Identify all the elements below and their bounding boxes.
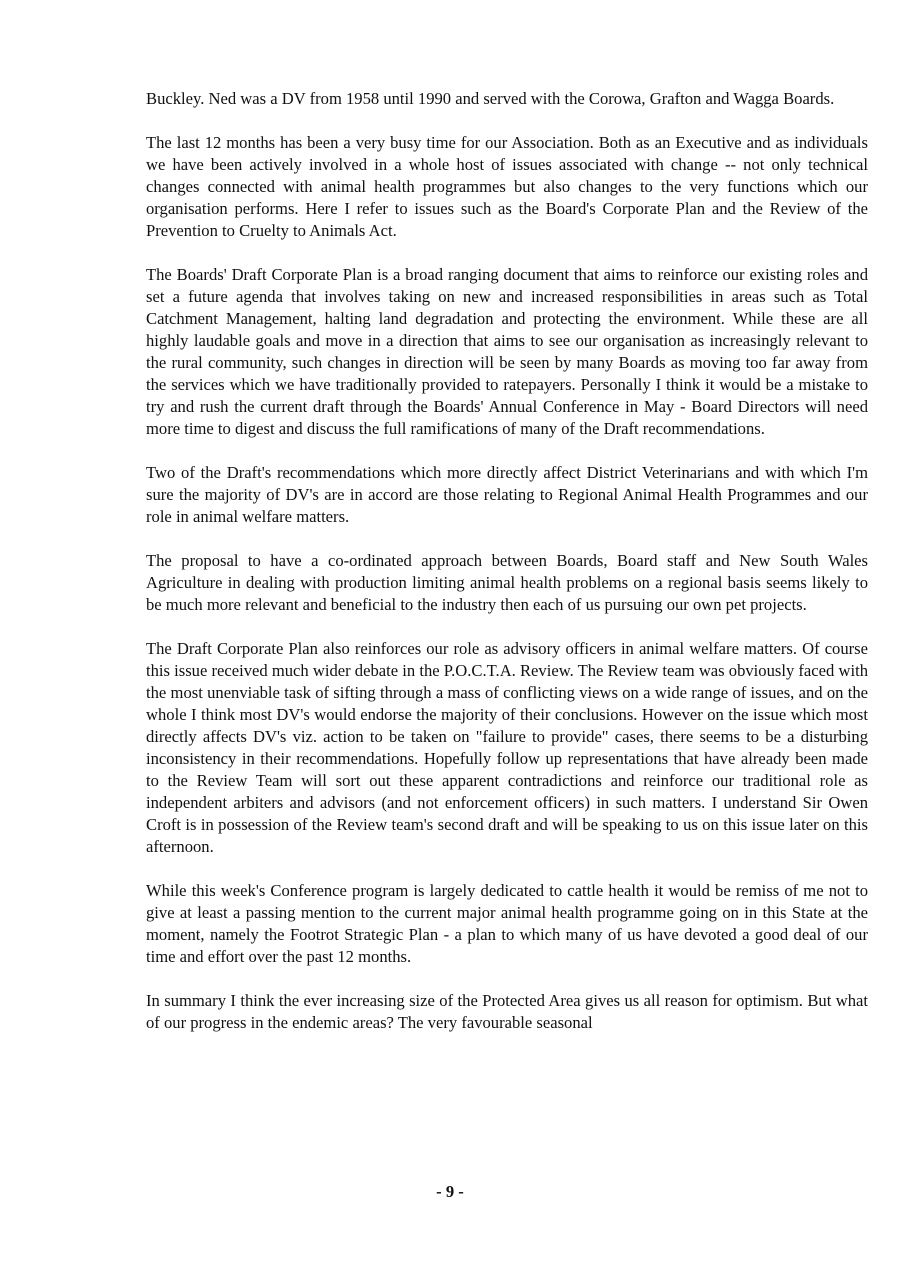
paragraph-7: While this week's Conference program is largely dedicated to cattle health it would be remiss of me not to give at least a passing mention to the current major animal health programme going on in this State at the moment, namely the Footrot Strategic Plan - a plan to which many of us have devoted a good deal of our time and effort over the past 12 months.	[146, 881, 868, 966]
paragraph-6: The Draft Corporate Plan also reinforces our role as advisory officers in animal welfare matters. Of course this issue received much wider debate in the P.O.C.T.A. Review. The Review team was obviously faced with the most unenviable task of sifting through a mass of conflicting views on a wide range of issues, and on the whole I think most DV's would endorse the majority of their conclusions. However on the issue which most directly affects DV's viz. action to be taken on "failure to provide" cases, there seems to be a disturbing inconsistency in their recommendations. Hopefully follow up representations that have already been made to the Review Team will sort out these apparent contradictions and reinforce our traditional role as independent arbiters and advisors (and not enforcement officers) in such matters. I understand Sir Owen Croft is in possession of the Review team's second draft and will be speaking to us on this issue later on this afternoon.	[146, 639, 868, 856]
paragraph-3: The Boards' Draft Corporate Plan is a broad ranging document that aims to reinforce our existing roles and set a future agenda that involves taking on new and increased responsibilities in areas such as Total Catchment Management, halting land degradation and protecting the environment. While these are all highly laudable goals and move in a direction that aims to see our organisation as increasingly relevant to the rural community, such changes in direction will be seen by many Boards as moving too far away from the services which we have traditionally provided to ratepayers. Personally I think it would be a mistake to try and rush the current draft through the Boards' Annual Conference in May - Board Directors will need more time to digest and discuss the full ramifications of many of the Draft recommendations.	[146, 265, 868, 438]
paragraph-8: In summary I think the ever increasing size of the Protected Area gives us all reason for optimism. But what of our progress in the endemic areas? The very favourable seasonal	[146, 991, 868, 1032]
document-body	[146, 88, 868, 1056]
paragraph-1: Buckley. Ned was a DV from 1958 until 1990 and served with the Corowa, Grafton and Wagga Boards.	[146, 89, 835, 108]
paragraph-4: Two of the Draft's recommendations which more directly affect District Veterinarians and with which I'm sure the majority of DV's are in accord are those relating to Regional Animal Health Programmes and our role in animal welfare matters.	[146, 463, 868, 526]
paragraph-5: The proposal to have a co-ordinated approach between Boards, Board staff and New South Wales Agriculture in dealing with production limiting animal health problems on a regional basis seems likely to be much more relevant and beneficial to the industry then each of us pursuing our own pet projects.	[146, 551, 868, 614]
paragraph-2: The last 12 months has been a very busy time for our Association. Both as an Executive and as individuals we have been actively involved in a whole host of issues associated with change -- not only technical changes connected with animal health programmes but also changes to the very functions which our organisation performs. Here I refer to issues such as the Board's Corporate Plan and the Review of the Prevention to Cruelty to Animals Act.	[146, 133, 868, 240]
page-number: - 9 -	[436, 1182, 464, 1201]
